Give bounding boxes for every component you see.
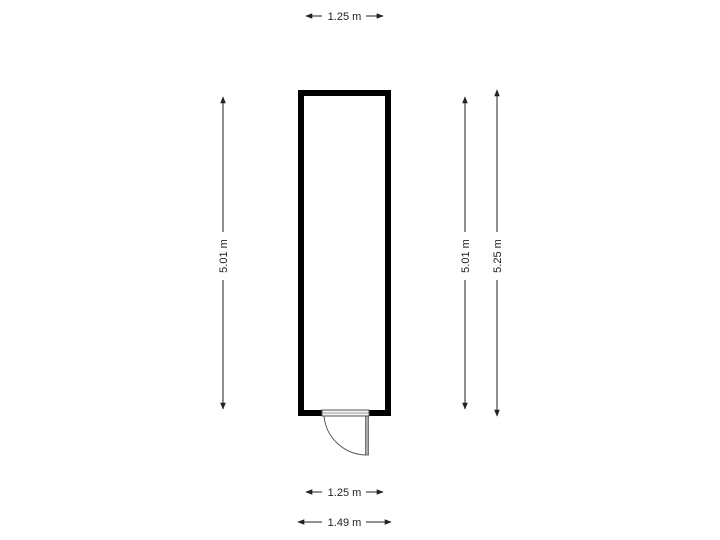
dimension-left-height [218,97,230,409]
door-swing [324,416,369,455]
dimension-bottom-outer-width [298,517,391,529]
dimension-top-width-label: 1.25 m [327,11,362,23]
room-walls [298,90,391,416]
dimension-right-inner-height [460,97,472,409]
door-threshold [322,410,369,416]
dimension-right-outer-height [492,90,504,416]
dimension-bottom-inner-width-label: 1.25 m [327,487,362,499]
dimension-top-width [306,11,383,23]
dimension-right-inner-height-label: 5.01 m [460,239,472,273]
dimension-left-height-label: 5.01 m [218,239,230,273]
dimension-bottom-inner-width [306,487,383,499]
dimension-bottom-outer-width-label: 1.49 m [327,517,362,529]
dimension-right-outer-height-label: 5.25 m [492,239,504,273]
